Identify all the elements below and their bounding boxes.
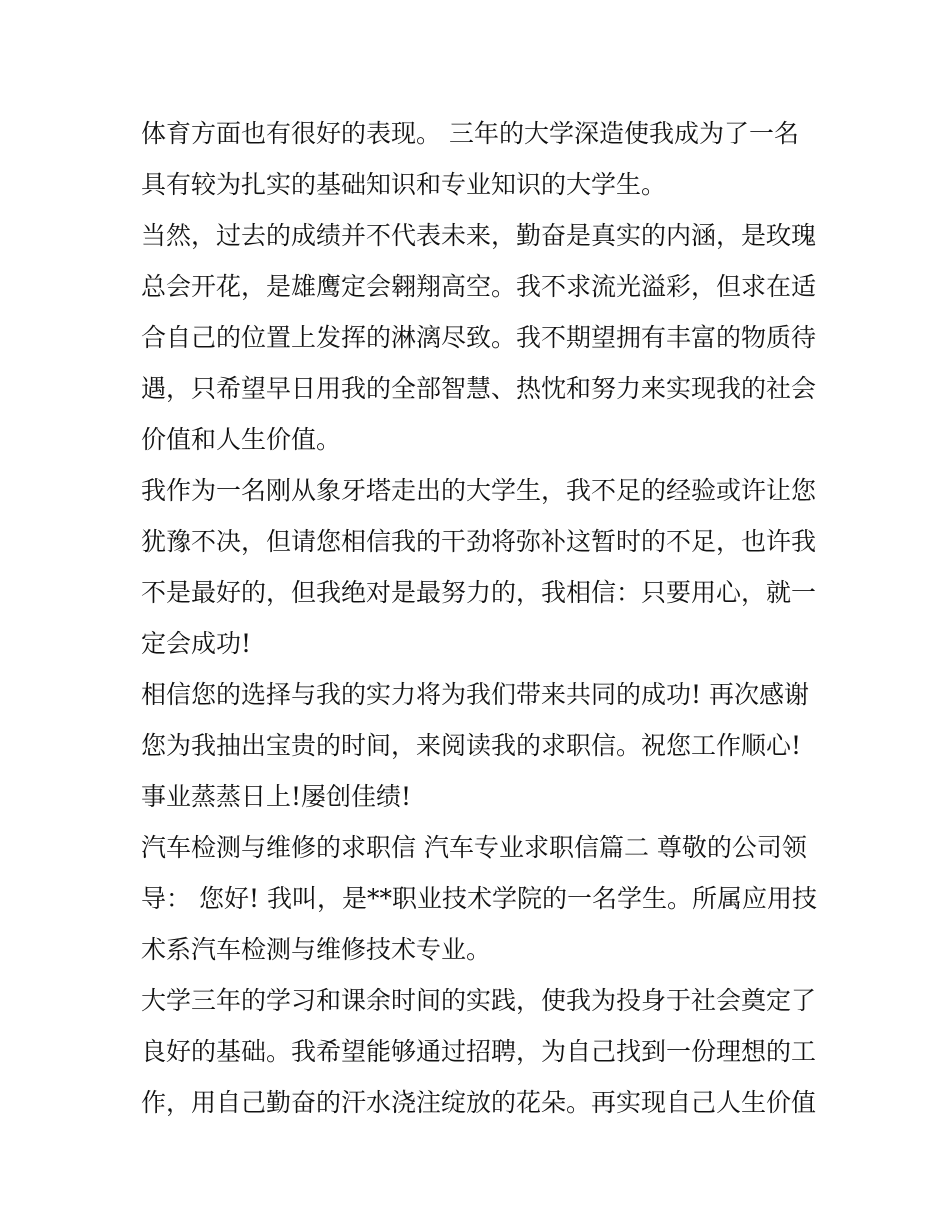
text-line: 我作为一名刚从象牙塔走出的大学生，我不足的经验或许让您 xyxy=(141,476,817,505)
text-line: 具有较为扎实的基础知识和专业知识的大学生。 xyxy=(141,170,667,199)
text-line: 导： 您好! 我叫，是**职业技术学院的一名学生。所属应用技 xyxy=(141,884,817,913)
text-line: 汽车检测与维修的求职信 汽车专业求职信篇二 尊敬的公司领 xyxy=(141,833,807,862)
text-line: 价值和人生价值。 xyxy=(141,425,342,454)
text-line: 不是最好的，但我绝对是最努力的，我相信：只要用心，就一 xyxy=(141,578,817,607)
text-line: 良好的基础。我希望能够通过招聘，为自己找到一份理想的工 xyxy=(141,1037,817,1066)
text-line: 定会成功! xyxy=(141,629,252,658)
text-line: 体育方面也有很好的表现。 三年的大学深造使我成为了一名 xyxy=(141,119,799,148)
text-line: 作，用自己勤奋的汗水浇注绽放的花朵。再实现自己人生价值 xyxy=(141,1088,817,1117)
text-line: 当然，过去的成绩并不代表未来，勤奋是真实的内涵，是玫瑰 xyxy=(141,221,817,250)
text-line: 犹豫不决，但请您相信我的干劲将弥补这暂时的不足，也许我 xyxy=(141,527,817,556)
text-line: 大学三年的学习和课余时间的实践，使我为投身于社会奠定了 xyxy=(141,986,817,1015)
document-body xyxy=(141,108,821,1128)
text-line: 术系汽车检测与维修技术专业。 xyxy=(141,935,492,964)
text-line: 您为我抽出宝贵的时间，来阅读我的求职信。祝您工作顺心! xyxy=(141,731,802,760)
text-line: 相信您的选择与我的实力将为我们带来共同的成功! 再次感谢 xyxy=(141,680,809,709)
text-line: 总会开花，是雄鹰定会翱翔高空。我不求流光溢彩，但求在适 xyxy=(141,272,817,301)
text-line: 遇，只希望早日用我的全部智慧、热忱和努力来实现我的社会 xyxy=(141,374,817,403)
text-line: 合自己的位置上发挥的淋漓尽致。我不期望拥有丰富的物质待 xyxy=(141,323,817,352)
text-line: 事业蒸蒸日上!屡创佳绩! xyxy=(141,782,412,811)
